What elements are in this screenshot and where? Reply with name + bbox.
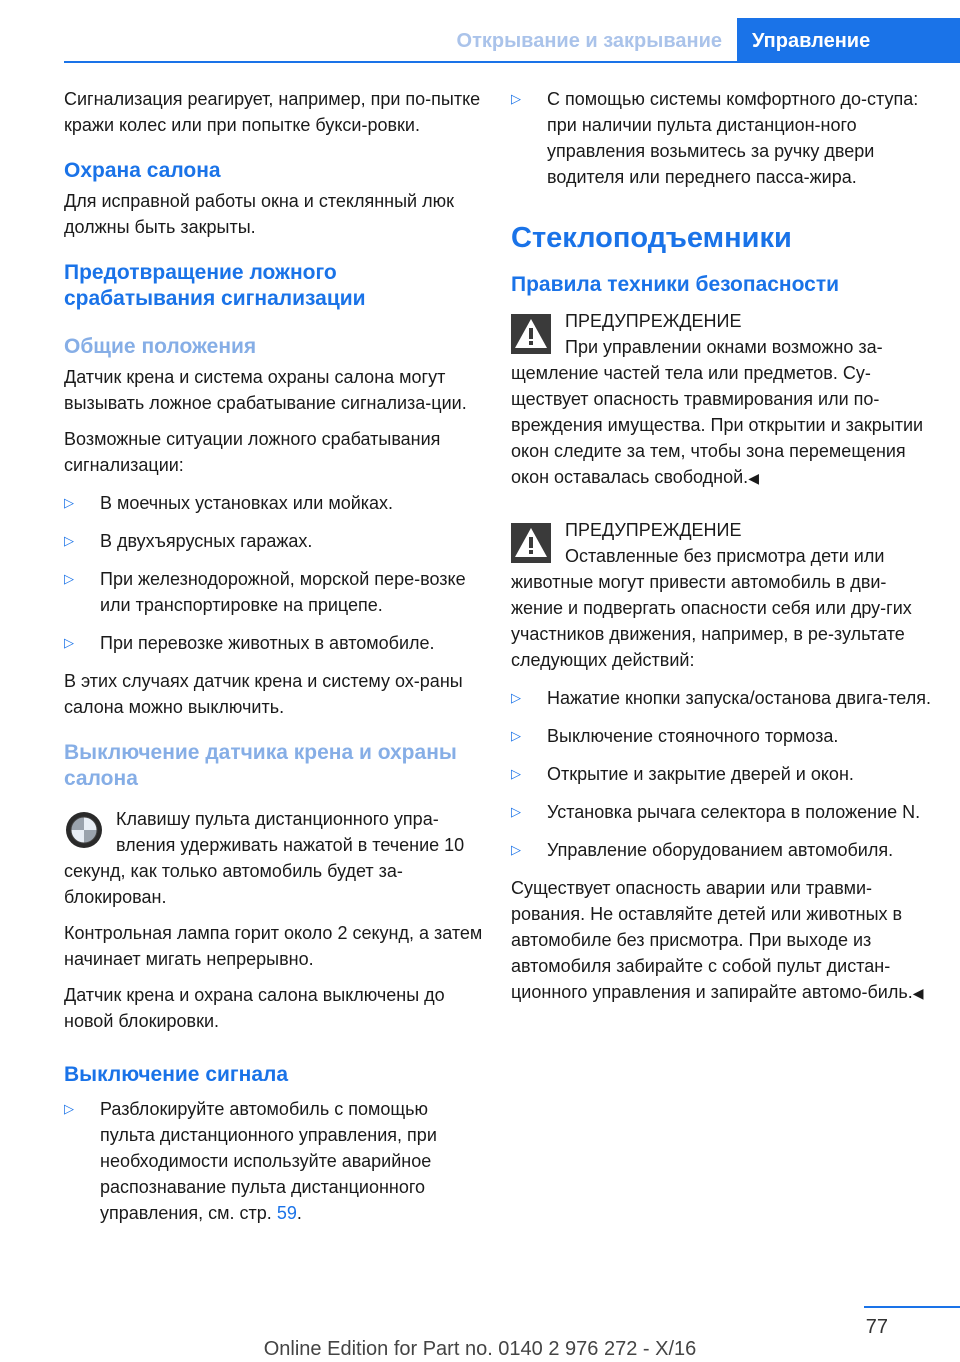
bullet-triangle-icon: ▷ xyxy=(511,766,521,781)
list-item: ▷ Разблокируйте автомобиль с помощью пульта дистанционного управления, при необходимости используйте аварийное распознавание пульта дистанционного управления, см. стр. 59. xyxy=(64,1096,484,1226)
intro-text: Сигнализация реагирует, например, при по-пытке кражи колес или при попытке букси-ровки. xyxy=(64,89,481,135)
left-column xyxy=(64,86,484,1238)
chapter-tab[interactable]: Управление xyxy=(737,18,960,63)
false-alarm-heading: Предотвращение ложного срабатывания сигнализации xyxy=(64,261,366,310)
warning-triangle-icon xyxy=(511,523,551,563)
windows-heading: Стеклоподъемники xyxy=(511,222,792,254)
situations-text: Возможные ситуации ложного срабатывания сигнализации: xyxy=(64,429,441,475)
general-text: Датчик крена и система охраны салона могут вызывать ложное срабатывание сигнализа-ции. xyxy=(64,367,467,413)
alarm-off-heading: Выключение сигнала xyxy=(64,1063,289,1086)
bullet-triangle-icon: ▷ xyxy=(511,728,521,743)
list-item: ▷ Выключение стояночного тормоза. xyxy=(511,723,931,749)
lamp-text: Контрольная лампа горит около 2 секунд, а затем начинает мигать непрерывно. xyxy=(64,923,483,969)
bullet-triangle-icon: ▷ xyxy=(511,91,521,106)
bullet-triangle-icon: ▷ xyxy=(64,495,74,510)
warning-text: При управлении окнами возможно за-щемление частей тела или предметов. Су-ществует опасность травмирования или по-вреждения имущества. При открытии и закрытии окон следите за тем, чтобы зона перемещения окон оставалась свободной. xyxy=(511,337,924,487)
end-mark-icon: ◀ xyxy=(912,985,924,1001)
warning-block-2 xyxy=(511,517,931,673)
risk-text: Существует опасность аварии или травми-рования. Не оставляйте детей или животных в автомобиле без присмотра. При выходе из автомобиля забирайте с собой пульт дистан-ционного управления и запирайте автомо-биль.◀ xyxy=(511,878,924,1002)
list-item: ▷ Нажатие кнопки запуска/останова двига-теля. xyxy=(511,685,931,711)
list-item: ▷ В двухъярусных гаражах. xyxy=(64,528,484,554)
page-number: 77 xyxy=(865,1316,888,1338)
right-column xyxy=(511,86,931,1016)
warning-text: Оставленные без присмотра дети или животные могут привести автомобиль в дви-жение и подвергать опасности себя или дру-гих участников движения, например, в ре-зультате следующих действий: xyxy=(511,546,912,670)
page-link[interactable]: 59 xyxy=(276,1203,297,1223)
bullet-triangle-icon: ▷ xyxy=(511,804,521,819)
deactivate-text: Клавишу пульта дистанционного упра-вления удерживать нажатой в течение 10 секунд, как только автомобиль будет за-блокирован. xyxy=(64,809,465,907)
bullet-triangle-icon: ▷ xyxy=(64,1101,74,1116)
remote-key-logo-icon xyxy=(64,810,104,850)
bullet-triangle-icon: ▷ xyxy=(511,690,521,705)
cabin-text: Для исправной работы окна и стеклянный люк должны быть закрыты. xyxy=(64,191,454,237)
bullet-triangle-icon: ▷ xyxy=(64,533,74,548)
switch-off-text: В этих случаях датчик крена и систему ох-раны салона можно выключить. xyxy=(64,671,463,717)
list-item: ▷ Установка рычага селектора в положение N. xyxy=(511,799,931,825)
bullet-triangle-icon: ▷ xyxy=(511,842,521,857)
bullet-triangle-icon: ▷ xyxy=(64,635,74,650)
warning-triangle-icon xyxy=(511,314,551,354)
list-item: ▷ Управление оборудованием автомобиля. xyxy=(511,837,931,863)
comfort-list xyxy=(511,86,931,190)
warning-title: ПРЕДУПРЕЖДЕНИЕ xyxy=(565,311,742,331)
bullet-triangle-icon: ▷ xyxy=(64,571,74,586)
list-item: ▷ В моечных установках или мойках. xyxy=(64,490,484,516)
list-item: ▷ С помощью системы комфортного до-ступа: при наличии пульта дистанцион-ного управления возьмитесь за ручку двери водителя или переднего пасса-жира. xyxy=(511,86,931,190)
section-title: Открывание и закрывание xyxy=(456,30,722,52)
list-item: ▷ При железнодорожной, морской пере-возке или транспортировке на прицепе. xyxy=(64,566,484,618)
footer-rule xyxy=(864,1306,960,1308)
warning-block-1 xyxy=(511,308,931,491)
safety-heading: Правила техники безопасности xyxy=(511,273,840,296)
cabin-heading: Охрана салона xyxy=(64,159,221,182)
alarm-off-list xyxy=(64,1096,484,1226)
end-mark-icon: ◀ xyxy=(748,470,759,486)
general-heading: Общие положения xyxy=(64,335,257,358)
header-rule xyxy=(64,61,960,63)
edition-note: Online Edition for Part no. 0140 2 976 272 - X/16 xyxy=(263,1338,697,1360)
deactivate-heading: Выключение датчика крена и охраны салона xyxy=(64,741,457,790)
list-item: ▷ Открытие и закрытие дверей и окон. xyxy=(511,761,931,787)
actions-list xyxy=(511,685,931,863)
situations-list xyxy=(64,490,484,656)
warning-title: ПРЕДУПРЕЖДЕНИЕ xyxy=(565,520,742,540)
list-item: ▷ При перевозке животных в автомобиле. xyxy=(64,630,484,656)
off-text: Датчик крена и охрана салона выключены до новой блокировки. xyxy=(64,985,445,1031)
